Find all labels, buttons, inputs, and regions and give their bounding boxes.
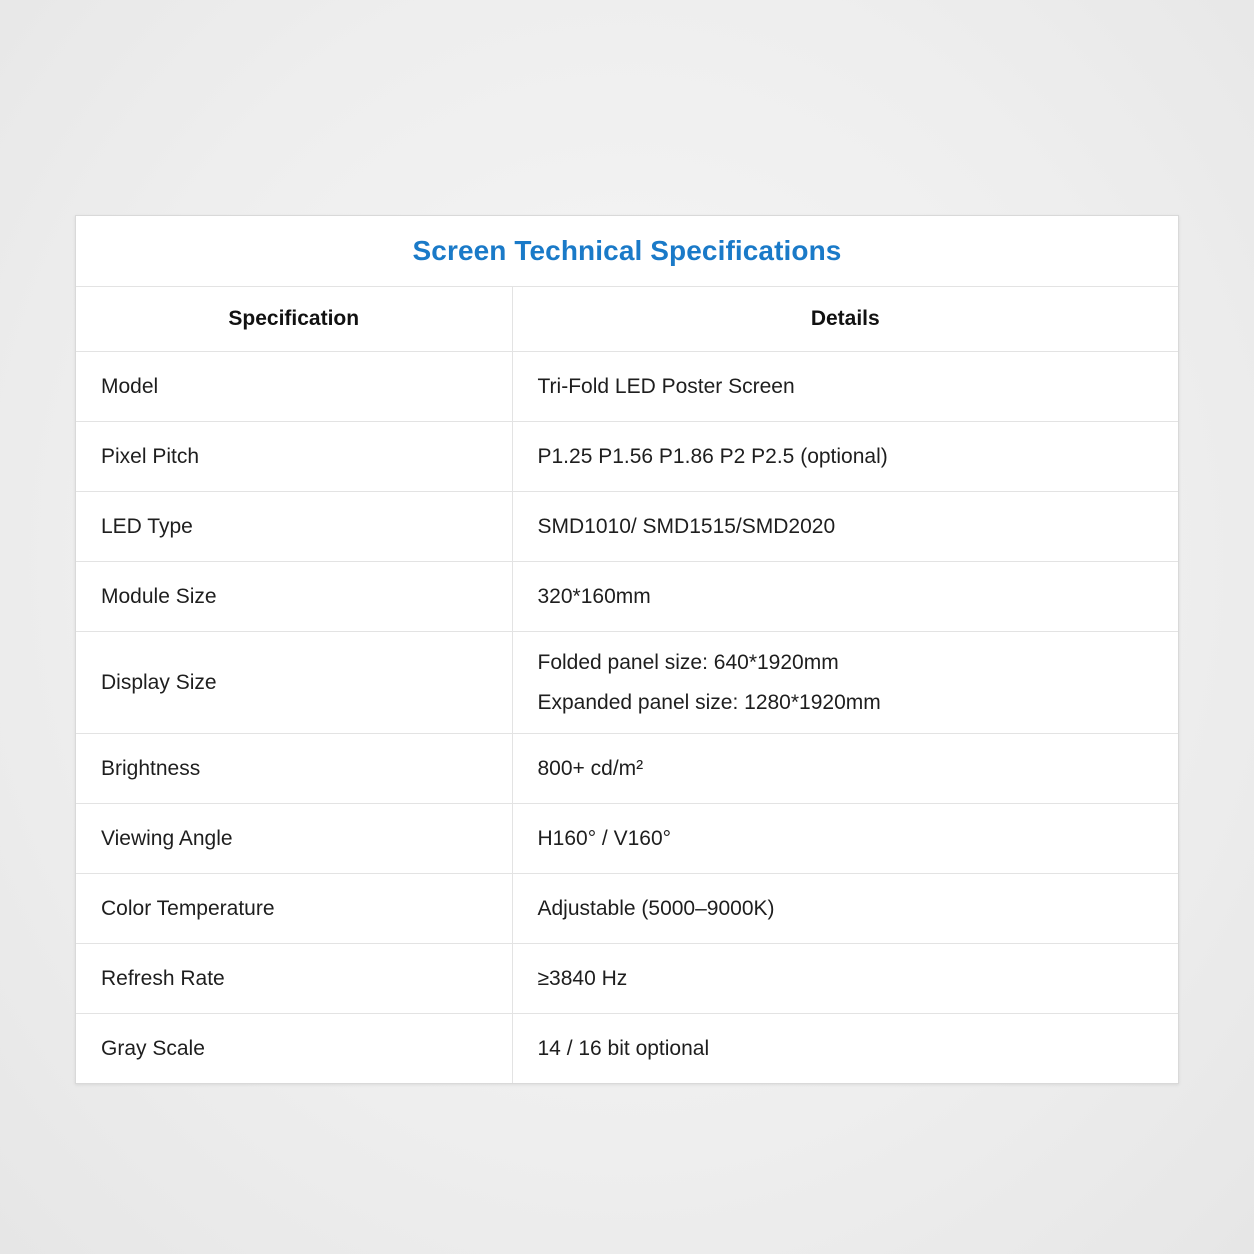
spec-table — [76, 287, 1178, 1083]
table-title: Screen Technical Specifications — [412, 235, 842, 266]
spec-name-cell: Pixel Pitch — [76, 422, 512, 492]
table-row — [76, 874, 1178, 944]
spec-name-cell: Gray Scale — [76, 1014, 512, 1084]
table-row — [76, 492, 1178, 562]
header-row — [76, 287, 1178, 352]
table-row — [76, 352, 1178, 422]
spec-details-cell: P1.25 P1.56 P1.86 P2 P2.5 (optional) — [512, 422, 1178, 492]
spec-name-cell: Viewing Angle — [76, 804, 512, 874]
spec-details-cell: 14 / 16 bit optional — [537, 1036, 710, 1060]
spec-card — [75, 215, 1179, 1084]
title-row — [76, 216, 1178, 287]
spec-details-line: Expanded panel size: 1280*1920mm — [537, 690, 881, 714]
spec-details-cell: ≥3840 Hz — [512, 944, 1178, 1014]
spec-details-cell — [512, 632, 1178, 734]
spec-name-cell: Display Size — [76, 632, 512, 734]
spec-name-cell: LED Type — [76, 492, 512, 562]
table-row — [76, 632, 1178, 734]
column-header-specification: Specification — [76, 287, 512, 352]
spec-name-cell: Brightness — [76, 734, 512, 804]
spec-details-cell: Tri-Fold LED Poster Screen — [512, 352, 1178, 422]
spec-details-line: Folded panel size: 640*1920mm — [537, 650, 839, 674]
spec-name-cell: Model — [76, 352, 512, 422]
table-row — [76, 562, 1178, 632]
spec-details-cell: H160° / V160° — [512, 804, 1178, 874]
table-body — [76, 352, 1178, 1084]
spec-name-cell: Color Temperature — [76, 874, 512, 944]
spec-name-cell: Module Size — [76, 562, 512, 632]
table-row — [76, 804, 1178, 874]
spec-details-cell: 320*160mm — [512, 562, 1178, 632]
spec-name-cell: Refresh Rate — [76, 944, 512, 1014]
spec-details-cell: 800+ cd/m² — [512, 734, 1178, 804]
table-row — [76, 422, 1178, 492]
table-row — [76, 734, 1178, 804]
spec-details-cell: Adjustable (5000–9000K) — [512, 874, 1178, 944]
table-row — [76, 944, 1178, 1014]
spec-details-cell: SMD1010/ SMD1515/SMD2020 — [512, 492, 1178, 562]
column-header-details: Details — [512, 287, 1178, 352]
table-row — [76, 1014, 1178, 1084]
